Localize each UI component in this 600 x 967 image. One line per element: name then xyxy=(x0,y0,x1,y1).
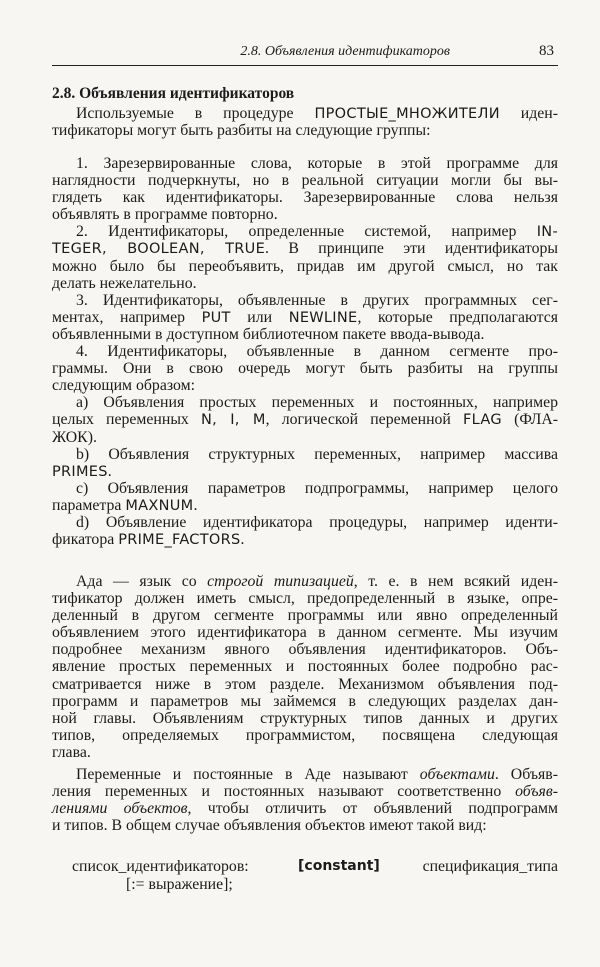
text-line: ЖОК). xyxy=(52,428,97,446)
text-line: граммы. Они в свою очередь могут быть разбиты на группы xyxy=(52,360,558,378)
text-line: явление простых переменных и постоянных более подробно рас- xyxy=(52,658,558,676)
text-line: типов, определяемых программистом, посвящена следующая xyxy=(52,726,558,744)
text-line: b) Объявления структурных переменных, например массива xyxy=(76,445,558,463)
book-page xyxy=(52,0,558,967)
text-line: глядеть как идентификаторы. Зарезервированные слова нельзя xyxy=(52,189,558,207)
text-line: следующим образом: xyxy=(52,377,195,395)
text-line: подробнее механизм явного объявления идентификаторов. Объ- xyxy=(52,641,558,659)
text-line: наглядности подчеркнуты, но в реальной ситуации могли бы вы- xyxy=(52,172,558,190)
text-line: ления переменных и постоянных называют соответственно объяв- xyxy=(52,783,558,801)
text-line: тификатор должен иметь смысл, предопределенный в языке, опре- xyxy=(52,590,558,608)
text-line: целых переменных N, I, M, логической переменной FLAG (ФЛА- xyxy=(52,411,559,429)
text-line: c) Объявления параметров подпрограммы, например целого xyxy=(76,479,558,497)
text-line: тификаторы могут быть разбиты на следующие группы: xyxy=(52,122,431,140)
text-line: 4. Идентификаторы, объявленные в данном сегменте про- xyxy=(76,343,558,361)
identifier-groups-list xyxy=(52,155,558,548)
text-line: объявлять в программе повторно. xyxy=(52,206,278,224)
strong-typing-paragraph xyxy=(52,573,558,761)
text-line: параметра MAXNUM. xyxy=(52,496,198,514)
intro-paragraph xyxy=(52,105,558,139)
text-line: объявлением этого идентификатора в данном сегменте. Мы изучим xyxy=(52,624,558,642)
text-line: a) Объявления простых переменных и постоянных, например xyxy=(76,394,558,412)
text-line: и типов. В общем случае объявления объектов имеют такой вид: xyxy=(52,817,487,835)
header-rule xyxy=(52,65,558,66)
page-number: 83 xyxy=(539,43,554,59)
text-line: TEGER, BOOLEAN, TRUE. В принципе эти идентификаторы xyxy=(52,240,558,258)
text-line: глава. xyxy=(52,743,91,761)
running-header-title: 2.8. Объявления идентификаторов xyxy=(240,44,450,59)
syntax-constant-keyword: [constant] xyxy=(298,858,380,874)
text-line: Переменные и постоянные в Аде называют объектами. Объяв- xyxy=(76,766,558,783)
text-line: деленный в другом сегменте программы или явно определенный xyxy=(52,607,558,625)
text-line: фикатора PRIME_FACTORS. xyxy=(52,531,245,549)
text-line: программ и параметров мы займемся в следующих разделах дан- xyxy=(52,692,558,710)
section-heading: 2.8. Объявления идентификаторов xyxy=(52,85,295,102)
text-line: сматривается ниже в этом разделе. Механизмом объявления под- xyxy=(52,675,558,693)
object-declaration-syntax xyxy=(72,858,558,876)
syntax-type-spec: спецификация_типа xyxy=(422,858,558,875)
text-line: 3. Идентификаторы, объявленные в других программных сег- xyxy=(76,291,558,309)
text-line: Используемые в процедуре ПРОСТЫЕ_МНОЖИТЕЛИ иден- xyxy=(76,105,558,122)
text-line: можно было бы переобъявить, придав им другой смысл, но так xyxy=(52,257,558,275)
text-line: Ада — язык со строгой типизацией, т. е. в нем всякий иден- xyxy=(76,573,558,590)
text-line: 2. Идентификаторы, определенные системой, например IN- xyxy=(76,223,558,241)
text-line: лениями объектов, чтобы отличить от объявлений подпрограмм xyxy=(52,800,558,818)
syntax-identifier-list: список_идентификаторов: xyxy=(72,858,249,875)
text-line: PRIMES. xyxy=(52,462,112,480)
syntax-initial-expression: [:= выражение]; xyxy=(126,876,233,893)
text-line: делать нежелательно. xyxy=(52,274,197,292)
text-line: ной главы. Объявлениям структурных типов данных и других xyxy=(52,709,558,727)
text-line: ментах, например PUT или NEWLINE, которые предполагаются xyxy=(52,308,558,326)
text-line: 1. Зарезервированные слова, которые в этой программе для xyxy=(76,155,558,172)
text-line: объявленными в доступном библиотечном пакете ввода-вывода. xyxy=(52,325,485,343)
objects-paragraph xyxy=(52,766,558,834)
text-line: d) Объявление идентификатора процедуры, например иденти- xyxy=(76,513,558,531)
